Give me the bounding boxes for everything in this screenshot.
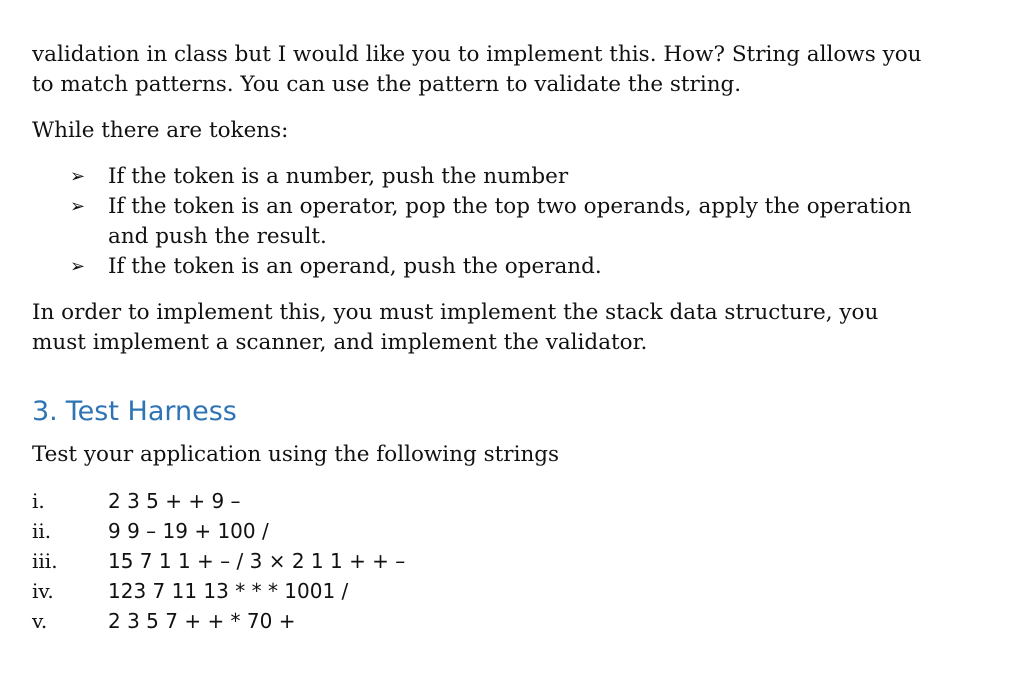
- test-strings-list: [32, 486, 992, 636]
- bullet-text-continued: and push the result.: [108, 224, 327, 249]
- test-expression: 9 9 – 19 + 100 /: [108, 519, 269, 543]
- list-item: [32, 252, 992, 282]
- section-title: Test Harness: [65, 396, 237, 427]
- test-intro-paragraph: Test your application using the following strings: [32, 442, 560, 467]
- list-numeral: i.: [32, 489, 45, 513]
- intro-line-1: validation in class but I would like you to implement this. How? String allows you: [32, 42, 922, 67]
- bullet-text: If the token is an operand, push the operand.: [108, 254, 602, 279]
- list-item: [32, 162, 992, 192]
- bullet-text: If the token is a number, push the number: [108, 164, 569, 189]
- list-item: [32, 576, 992, 606]
- test-expression: 2 3 5 7 + + * 70 +: [108, 609, 296, 633]
- list-numeral: v.: [32, 609, 48, 633]
- list-item: [32, 486, 992, 516]
- list-item: [32, 606, 992, 636]
- document-page: [32, 40, 992, 636]
- order-line-2: must implement a scanner, and implement the validator.: [32, 330, 648, 355]
- arrowhead-bullet-icon: ➢: [70, 196, 86, 217]
- list-item: [32, 546, 992, 576]
- list-item: [32, 516, 992, 546]
- bullet-text: If the token is an operator, pop the top two operands, apply the operation: [108, 194, 912, 219]
- list-numeral: iv.: [32, 579, 54, 603]
- while-paragraph: While there are tokens:: [32, 118, 289, 143]
- list-numeral: ii.: [32, 519, 52, 543]
- section-heading: [32, 394, 992, 430]
- list-numeral: iii.: [32, 549, 58, 573]
- arrowhead-bullet-icon: ➢: [70, 166, 86, 187]
- intro-line-2: to match patterns. You can use the pattern to validate the string.: [32, 72, 742, 97]
- test-expression: 2 3 5 + + 9 –: [108, 489, 241, 513]
- test-expression: 123 7 11 13 * * * 1001 /: [108, 579, 349, 603]
- order-paragraph: [32, 298, 992, 358]
- order-line-1: In order to implement this, you must implement the stack data structure, you: [32, 300, 879, 325]
- list-item: [32, 192, 992, 252]
- section-number: 3.: [32, 396, 58, 427]
- intro-paragraph: [32, 40, 992, 100]
- token-rules-list: [32, 162, 992, 282]
- test-expression: 15 7 1 1 + – / 3 × 2 1 1 + + –: [108, 549, 406, 573]
- arrowhead-bullet-icon: ➢: [70, 256, 86, 277]
